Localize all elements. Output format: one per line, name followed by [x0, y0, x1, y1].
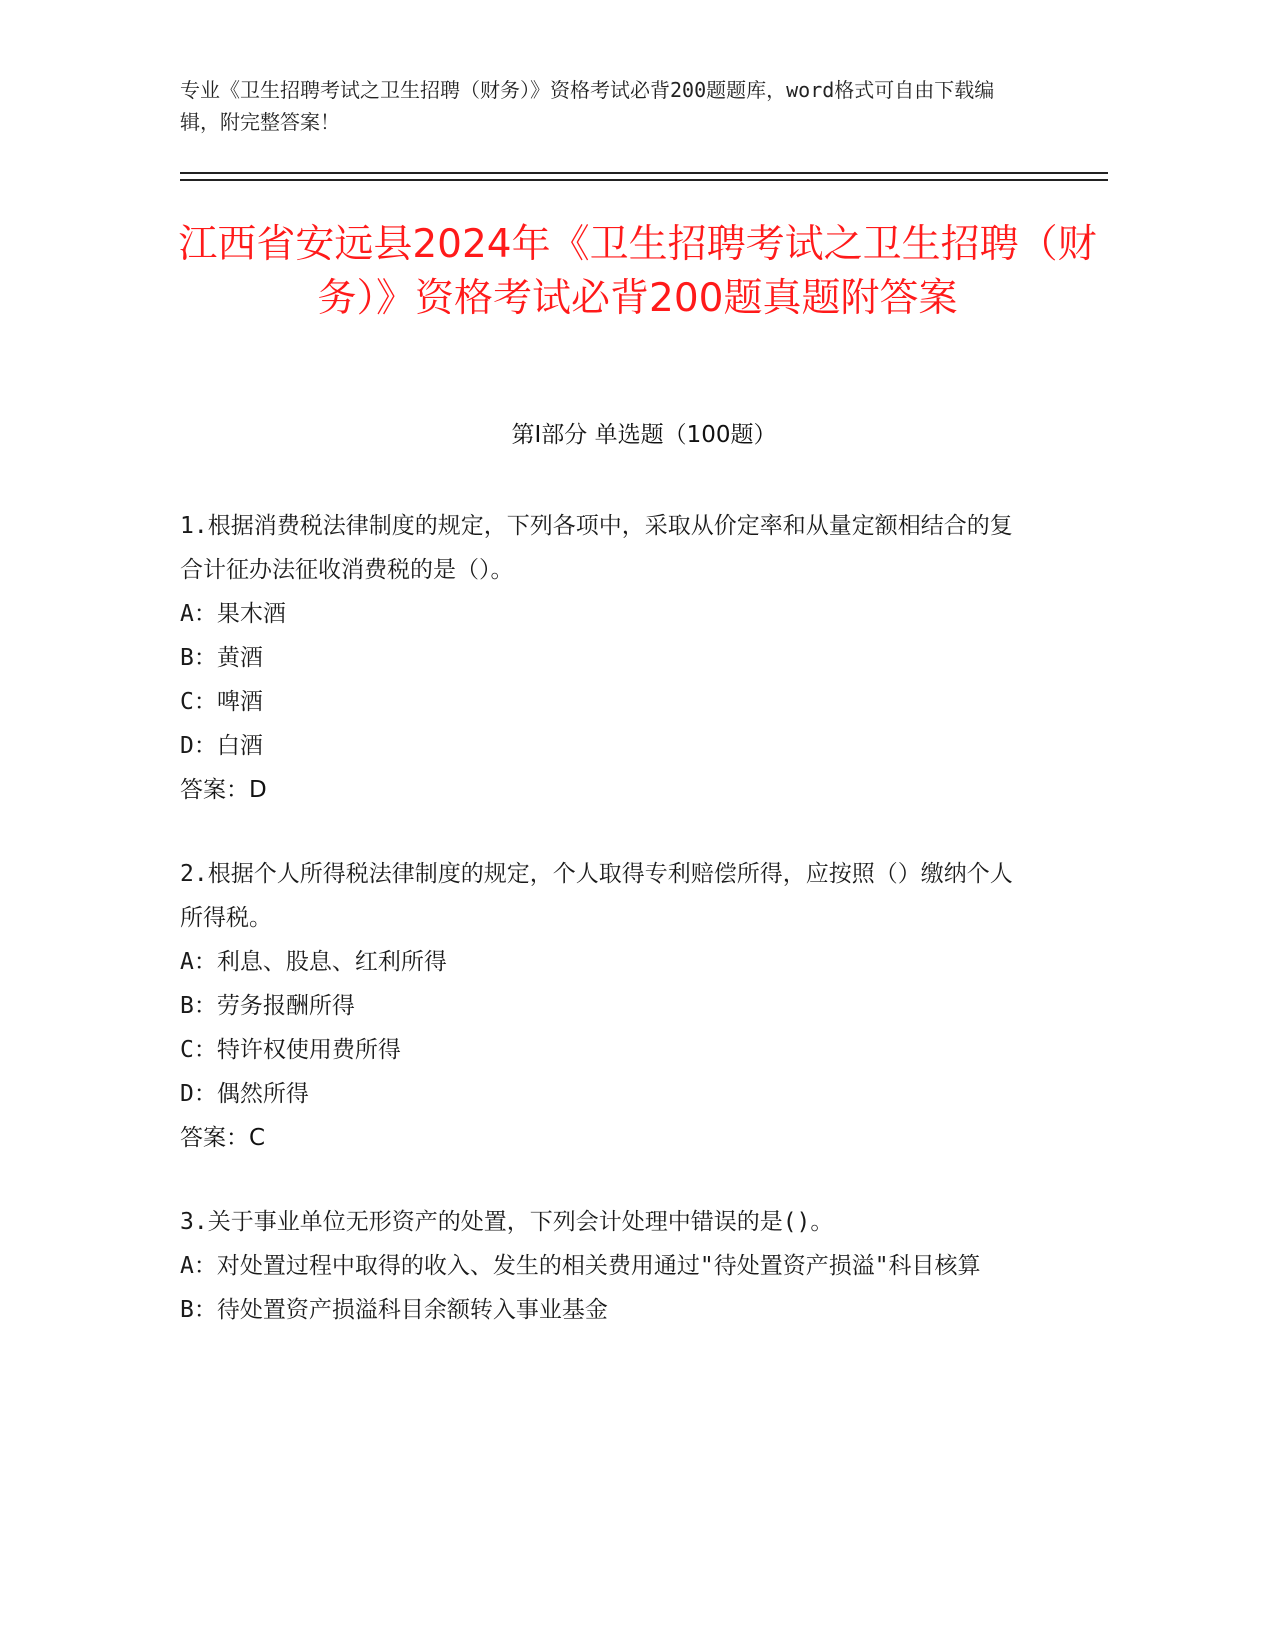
header-divider-bottom	[180, 179, 1108, 181]
question-stem: 1.根据消费税法律制度的规定，下列各项中，采取从价定率和从量定额相结合的复合计征办法征收消费税的是（）。	[180, 513, 1013, 583]
option-a: A：果木酒	[180, 601, 286, 627]
option-a: A：对处置过程中取得的收入、发生的相关费用通过"待处置资产损溢"科目核算	[180, 1253, 981, 1279]
answer-line: 答案：C	[180, 1125, 266, 1151]
question-block	[180, 852, 1030, 1160]
option-a: A：利息、股息、红利所得	[180, 949, 447, 975]
header-note: 专业《卫生招聘考试之卫生招聘（财务）》资格考试必背200题题库，word格式可自由下载编辑，附完整答案！	[180, 78, 995, 134]
question-block	[180, 504, 1030, 812]
question-stem: 2.根据个人所得税法律制度的规定，个人取得专利赔偿所得，应按照（）缴纳个人所得税。	[180, 861, 1013, 931]
document-title: 江西省安远县2024年《卫生招聘考试之卫生招聘（财务）》资格考试必背200题真题附答案	[178, 222, 1097, 321]
header-divider-top	[180, 172, 1108, 174]
option-b: B：待处置资产损溢科目余额转入事业基金	[180, 1297, 608, 1323]
section-heading: 第Ⅰ部分 单选题（100题）	[511, 422, 777, 448]
option-c: C：啤酒	[180, 689, 263, 715]
option-d: D：白酒	[180, 733, 263, 759]
option-d: D：偶然所得	[180, 1081, 309, 1107]
question-block	[180, 1200, 1030, 1332]
option-b: B：劳务报酬所得	[180, 993, 355, 1019]
option-c: C：特许权使用费所得	[180, 1037, 401, 1063]
option-b: B：黄酒	[180, 645, 263, 671]
answer-line: 答案：D	[180, 777, 267, 803]
question-stem: 3.关于事业单位无形资产的处置，下列会计处理中错误的是()。	[180, 1209, 834, 1235]
